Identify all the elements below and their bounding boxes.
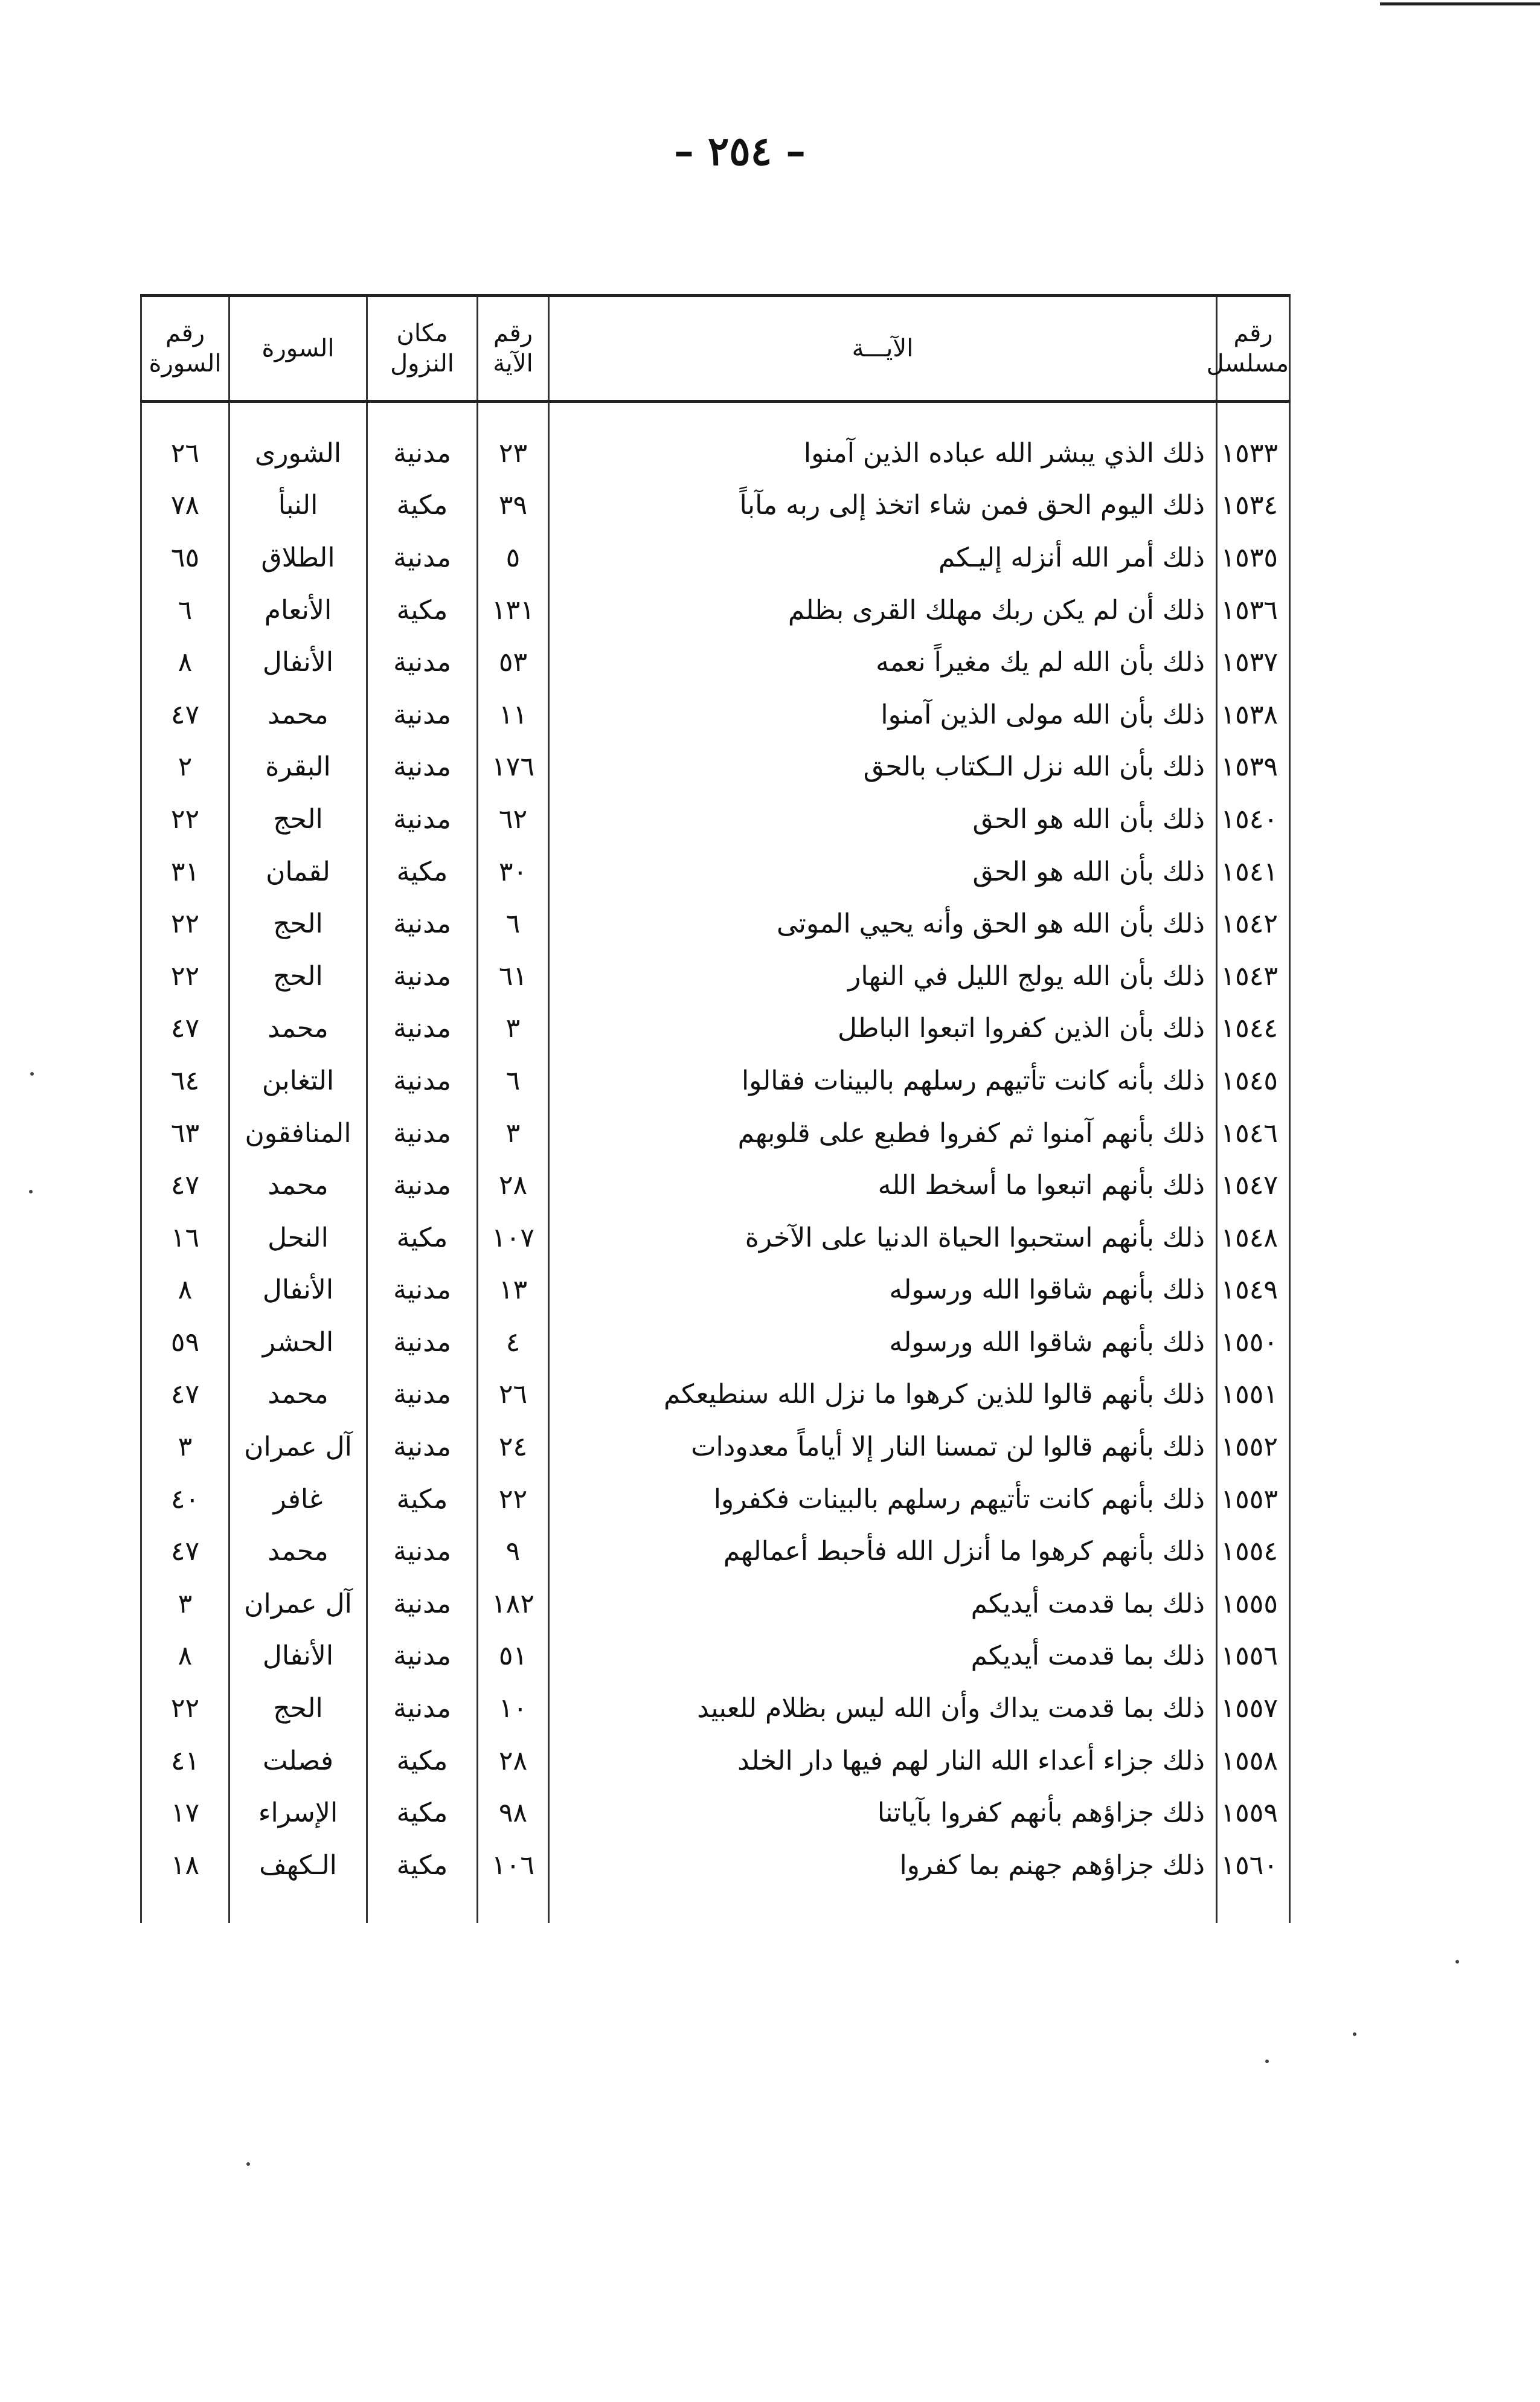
cell-serial: ١٥٣٨: [1217, 689, 1290, 741]
table-top-spacer: [141, 402, 1290, 428]
cell-surah: الحج: [229, 950, 367, 1003]
cell-serial: ١٥٦٠: [1217, 1839, 1290, 1892]
table-row: [141, 1578, 1290, 1630]
cell-verse: ذلك بأن الله لم يك مغيراً نعمه: [549, 636, 1217, 689]
cell-serial: ١٥٣٤: [1217, 480, 1290, 532]
cell-surah: آل عمران: [229, 1421, 367, 1473]
cell-verse: ذلك بأن الذين كفروا اتبعوا الباطل: [549, 1003, 1217, 1055]
cell-verse: ذلك بأنهم كرهوا ما أنزل الله فأحبط أعمالهم: [549, 1525, 1217, 1578]
cell-surah-number: ١٦: [141, 1212, 229, 1264]
cell-revelation-place: مدنية: [367, 1316, 478, 1369]
cell-serial: ١٥٣٦: [1217, 584, 1290, 637]
cell-verse-number: ٢٤: [478, 1421, 549, 1473]
table-body: [141, 402, 1290, 1923]
cell-surah-number: ٦٥: [141, 531, 229, 584]
table-bottom-spacer: [141, 1892, 1290, 1923]
verse-index-table: [140, 294, 1291, 1923]
cell-surah: المنافقون: [229, 1107, 367, 1160]
cell-revelation-place: مدنية: [367, 689, 478, 741]
cell-revelation-place: مدنية: [367, 950, 478, 1003]
header-verse-number: رقم الآية: [478, 296, 549, 402]
cell-verse-number: ١٣: [478, 1264, 549, 1317]
table-row: [141, 1003, 1290, 1055]
cell-surah: الـكهف: [229, 1839, 367, 1892]
table-row: [141, 1107, 1290, 1160]
cell-surah-number: ٨: [141, 1264, 229, 1317]
cell-surah: الإسراء: [229, 1787, 367, 1839]
table-row: [141, 1212, 1290, 1264]
table-row: [141, 898, 1290, 950]
cell-verse: ذلك أمر الله أنزله إليـكم: [549, 531, 1217, 584]
cell-surah-number: ٤٧: [141, 1159, 229, 1212]
cell-surah: التغابن: [229, 1055, 367, 1107]
cell-revelation-place: مكية: [367, 1787, 478, 1839]
cell-revelation-place: مدنية: [367, 898, 478, 950]
cell-serial: ١٥٥٧: [1217, 1682, 1290, 1735]
cell-verse-number: ١٠٧: [478, 1212, 549, 1264]
header-row: [141, 296, 1290, 402]
table-row: [141, 1369, 1290, 1421]
cell-verse: ذلك جزاؤهم بأنهم كفروا بآياتنا: [549, 1787, 1217, 1839]
table-row: [141, 1055, 1290, 1107]
cell-surah-number: ٨: [141, 636, 229, 689]
table-row: [141, 1839, 1290, 1892]
cell-verse-number: ١٣١: [478, 584, 549, 637]
cell-verse-number: ٥٣: [478, 636, 549, 689]
cell-surah: محمد: [229, 1525, 367, 1578]
scan-speck: [1265, 2060, 1269, 2063]
cell-surah-number: ٣: [141, 1578, 229, 1630]
cell-revelation-place: مدنية: [367, 1525, 478, 1578]
scan-speck: [30, 1072, 34, 1076]
cell-serial: ١٥٤٦: [1217, 1107, 1290, 1160]
cell-surah: البقرة: [229, 741, 367, 794]
cell-surah: الأنفال: [229, 636, 367, 689]
cell-verse: ذلك بأن الله مولى الذين آمنوا: [549, 689, 1217, 741]
cell-verse-number: ٣٩: [478, 480, 549, 532]
scan-speck: [1455, 1960, 1459, 1964]
cell-serial: ١٥٣٧: [1217, 636, 1290, 689]
cell-verse-number: ٢٢: [478, 1473, 549, 1526]
cell-revelation-place: مدنية: [367, 741, 478, 794]
cell-surah-number: ٤١: [141, 1735, 229, 1787]
cell-verse: ذلك بأنه كانت تأتيهم رسلهم بالبينات فقالوا: [549, 1055, 1217, 1107]
cell-surah: محمد: [229, 1003, 367, 1055]
cell-surah-number: ٢٦: [141, 427, 229, 480]
cell-surah-number: ٦٤: [141, 1055, 229, 1107]
scan-speck: [29, 1190, 33, 1193]
cell-surah: آل عمران: [229, 1578, 367, 1630]
cell-surah-number: ١٧: [141, 1787, 229, 1839]
cell-surah-number: ٤٧: [141, 1003, 229, 1055]
cell-verse: ذلك جزاؤهم جهنم بما كفروا: [549, 1839, 1217, 1892]
cell-revelation-place: مكية: [367, 846, 478, 898]
cell-revelation-place: مدنية: [367, 1369, 478, 1421]
cell-serial: ١٥٤٨: [1217, 1212, 1290, 1264]
table-row: [141, 1630, 1290, 1683]
cell-verse-number: ٦: [478, 898, 549, 950]
cell-surah-number: ٤٠: [141, 1473, 229, 1526]
table-row: [141, 1525, 1290, 1578]
cell-surah: محمد: [229, 1159, 367, 1212]
scan-speck: [1353, 2032, 1356, 2036]
table-row: [141, 1421, 1290, 1473]
table-row: [141, 531, 1290, 584]
cell-revelation-place: مدنية: [367, 1003, 478, 1055]
cell-serial: ١٥٣٩: [1217, 741, 1290, 794]
header-revelation-place: مكان النزول: [367, 296, 478, 402]
cell-verse: ذلك بأن الله يولج الليل في النهار: [549, 950, 1217, 1003]
cell-verse: ذلك الذي يبشر الله عباده الذين آمنوا: [549, 427, 1217, 480]
cell-verse-number: ٢٨: [478, 1735, 549, 1787]
cell-revelation-place: مدنية: [367, 1055, 478, 1107]
table-row: [141, 1159, 1290, 1212]
cell-verse: ذلك بأن الله هو الحق: [549, 793, 1217, 846]
cell-surah: الطلاق: [229, 531, 367, 584]
cell-verse-number: ٢٣: [478, 427, 549, 480]
table-row: [141, 584, 1290, 637]
cell-surah: محمد: [229, 689, 367, 741]
cell-verse: ذلك أن لم يكن ربك مهلك القرى بظلم: [549, 584, 1217, 637]
table-row: [141, 689, 1290, 741]
cell-verse-number: ١٠: [478, 1682, 549, 1735]
cell-serial: ١٥٥٨: [1217, 1735, 1290, 1787]
table-row: [141, 1735, 1290, 1787]
cell-verse: ذلك بأنهم اتبعوا ما أسخط الله: [549, 1159, 1217, 1212]
cell-verse-number: ٦١: [478, 950, 549, 1003]
cell-verse-number: ٣: [478, 1107, 549, 1160]
cell-surah-number: ٢٢: [141, 898, 229, 950]
cell-serial: ١٥٥٢: [1217, 1421, 1290, 1473]
cell-serial: ١٥٥٩: [1217, 1787, 1290, 1839]
cell-revelation-place: مدنية: [367, 531, 478, 584]
cell-serial: ١٥٥٣: [1217, 1473, 1290, 1526]
cell-verse-number: ٦: [478, 1055, 549, 1107]
cell-serial: ١٥٤١: [1217, 846, 1290, 898]
cell-revelation-place: مدنية: [367, 636, 478, 689]
table-row: [141, 1787, 1290, 1839]
cell-serial: ١٥٤٠: [1217, 793, 1290, 846]
table-row: [141, 1682, 1290, 1735]
cell-verse-number: ١٨٢: [478, 1578, 549, 1630]
cell-verse-number: ٦٢: [478, 793, 549, 846]
header-serial: رقم مسلسل: [1217, 296, 1290, 402]
cell-verse-number: ٥١: [478, 1630, 549, 1683]
cell-surah: الحج: [229, 1682, 367, 1735]
cell-surah: الحج: [229, 898, 367, 950]
cell-verse: ذلك بما قدمت أيديكم: [549, 1578, 1217, 1630]
header-surah-number: رقم السورة: [141, 296, 229, 402]
cell-revelation-place: مدنية: [367, 1159, 478, 1212]
cell-verse-number: ٩٨: [478, 1787, 549, 1839]
header-surah: السورة: [229, 296, 367, 402]
cell-serial: ١٥٥٦: [1217, 1630, 1290, 1683]
cell-verse-number: ١٠٦: [478, 1839, 549, 1892]
cell-surah: الأنفال: [229, 1264, 367, 1317]
cell-surah: الشورى: [229, 427, 367, 480]
cell-serial: ١٥٣٥: [1217, 531, 1290, 584]
corner-rule: [1380, 2, 1540, 5]
cell-surah-number: ٦٣: [141, 1107, 229, 1160]
cell-surah: لقمان: [229, 846, 367, 898]
cell-revelation-place: مدنية: [367, 1630, 478, 1683]
cell-serial: ١٥٥١: [1217, 1369, 1290, 1421]
cell-revelation-place: مكية: [367, 1839, 478, 1892]
cell-verse: ذلك بما قدمت أيديكم: [549, 1630, 1217, 1683]
header-verse: الآيـــة: [549, 296, 1217, 402]
cell-surah-number: ٤٧: [141, 1525, 229, 1578]
cell-serial: ١٥٥٤: [1217, 1525, 1290, 1578]
cell-verse-number: ٥: [478, 531, 549, 584]
cell-revelation-place: مدنية: [367, 1107, 478, 1160]
table-row: [141, 480, 1290, 532]
cell-serial: ١٥٤٤: [1217, 1003, 1290, 1055]
cell-surah-number: ٢٢: [141, 950, 229, 1003]
cell-surah: محمد: [229, 1369, 367, 1421]
cell-verse: ذلك بأنهم قالوا للذين كرهوا ما نزل الله سنطيعكم: [549, 1369, 1217, 1421]
cell-serial: ١٥٤٢: [1217, 898, 1290, 950]
table-row: [141, 741, 1290, 794]
table-row: [141, 1473, 1290, 1526]
cell-verse: ذلك بأن الله هو الحق وأنه يحيي الموتى: [549, 898, 1217, 950]
cell-surah-number: ٥٩: [141, 1316, 229, 1369]
cell-serial: ١٥٤٥: [1217, 1055, 1290, 1107]
cell-revelation-place: مكية: [367, 1473, 478, 1526]
cell-verse: ذلك بأنهم استحبوا الحياة الدنيا على الآخرة: [549, 1212, 1217, 1264]
cell-surah-number: ٧٨: [141, 480, 229, 532]
scan-speck: [246, 2162, 250, 2166]
cell-serial: ١٥٤٣: [1217, 950, 1290, 1003]
cell-surah: غافر: [229, 1473, 367, 1526]
cell-surah-number: ٨: [141, 1630, 229, 1683]
cell-verse-number: ٢٦: [478, 1369, 549, 1421]
cell-revelation-place: مكية: [367, 584, 478, 637]
table-row: [141, 950, 1290, 1003]
cell-verse: ذلك بأن الله نزل الـكتاب بالحق: [549, 741, 1217, 794]
cell-verse: ذلك بأنهم شاقوا الله ورسوله: [549, 1264, 1217, 1317]
cell-verse: ذلك بما قدمت يداك وأن الله ليس بظلام للعبيد: [549, 1682, 1217, 1735]
table-header: [141, 296, 1290, 402]
cell-surah-number: ٢٢: [141, 793, 229, 846]
cell-serial: ١٥٥٠: [1217, 1316, 1290, 1369]
cell-serial: ١٥٤٩: [1217, 1264, 1290, 1317]
cell-verse: ذلك بأن الله هو الحق: [549, 846, 1217, 898]
cell-revelation-place: مدنية: [367, 1682, 478, 1735]
cell-verse: ذلك بأنهم شاقوا الله ورسوله: [549, 1316, 1217, 1369]
cell-revelation-place: مكية: [367, 1212, 478, 1264]
cell-verse-number: ٣: [478, 1003, 549, 1055]
table-row: [141, 1264, 1290, 1317]
cell-surah: فصلت: [229, 1735, 367, 1787]
cell-verse: ذلك بأنهم قالوا لن تمسنا النار إلا أياماً معدودات: [549, 1421, 1217, 1473]
table-row: [141, 1316, 1290, 1369]
cell-surah: الحشر: [229, 1316, 367, 1369]
verse-index-table-wrap: [140, 294, 1289, 1923]
cell-surah-number: ١٨: [141, 1839, 229, 1892]
cell-surah: النبأ: [229, 480, 367, 532]
cell-revelation-place: مدنية: [367, 427, 478, 480]
cell-verse-number: ٢٨: [478, 1159, 549, 1212]
cell-verse-number: ٤: [478, 1316, 549, 1369]
cell-verse-number: ١١: [478, 689, 549, 741]
cell-revelation-place: مدنية: [367, 1421, 478, 1473]
cell-verse: ذلك اليوم الحق فمن شاء اتخذ إلى ربه مآباً: [549, 480, 1217, 532]
cell-verse: ذلك بأنهم كانت تأتيهم رسلهم بالبينات فكفروا: [549, 1473, 1217, 1526]
table-row: [141, 636, 1290, 689]
cell-verse: ذلك بأنهم آمنوا ثم كفروا فطبع على قلوبهم: [549, 1107, 1217, 1160]
cell-revelation-place: مكية: [367, 480, 478, 532]
cell-revelation-place: مكية: [367, 1735, 478, 1787]
cell-surah: الأنفال: [229, 1630, 367, 1683]
table-row: [141, 427, 1290, 480]
table-row: [141, 793, 1290, 846]
cell-serial: ١٥٣٣: [1217, 427, 1290, 480]
cell-serial: ١٥٥٥: [1217, 1578, 1290, 1630]
cell-surah-number: ٤٧: [141, 689, 229, 741]
cell-revelation-place: مدنية: [367, 793, 478, 846]
cell-surah-number: ٢٢: [141, 1682, 229, 1735]
page-number: – ٢٥٤ –: [673, 127, 806, 175]
cell-surah-number: ٣: [141, 1421, 229, 1473]
cell-serial: ١٥٤٧: [1217, 1159, 1290, 1212]
cell-surah-number: ٤٧: [141, 1369, 229, 1421]
cell-revelation-place: مدنية: [367, 1578, 478, 1630]
cell-verse: ذلك جزاء أعداء الله النار لهم فيها دار الخلد: [549, 1735, 1217, 1787]
cell-surah: النحل: [229, 1212, 367, 1264]
cell-surah: الأنعام: [229, 584, 367, 637]
cell-surah-number: ٦: [141, 584, 229, 637]
cell-verse-number: ٣٠: [478, 846, 549, 898]
cell-surah-number: ٢: [141, 741, 229, 794]
cell-verse-number: ٩: [478, 1525, 549, 1578]
table-row: [141, 846, 1290, 898]
cell-revelation-place: مدنية: [367, 1264, 478, 1317]
cell-surah: الحج: [229, 793, 367, 846]
cell-verse-number: ١٧٦: [478, 741, 549, 794]
cell-surah-number: ٣١: [141, 846, 229, 898]
